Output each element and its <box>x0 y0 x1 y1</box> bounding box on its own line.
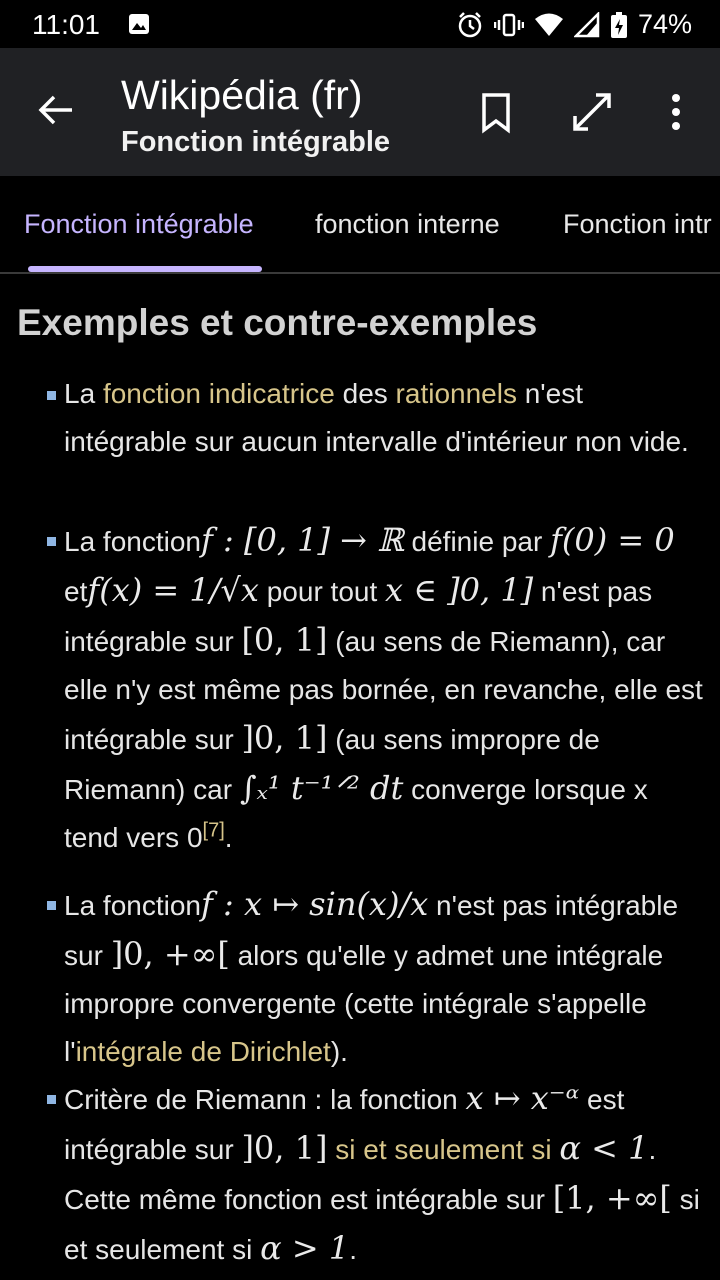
section-heading: Exemples et contre-exemples <box>17 302 538 343</box>
link-rationnels[interactable]: rationnels <box>395 378 517 409</box>
vibrate-icon <box>494 11 524 39</box>
tab-fonction-intr[interactable]: Fonction intr <box>563 209 712 239</box>
math-formula: ]0, 1] <box>241 719 328 757</box>
bookmark-icon[interactable] <box>474 90 518 134</box>
math-formula: f(x) = 1/√x <box>87 571 259 609</box>
battery-percent: 74% <box>637 9 692 39</box>
expand-icon[interactable] <box>570 90 614 134</box>
list-item: La fonctionf : [0, 1] → ℝ définie par f(0) = 0 etf(x) = 1/√x pour tout x ∈ ]0, 1] n'est pas intégrable sur [0, 1] (au sens de Riemann), car elle n'y est même pas bornée, en revanche, elle est intégrable sur ]0, 1] (au sens impropre de Riemann) car ∫ₓ¹ t⁻¹ᐟ² dt converge lorsque x tend vers 0[7]. <box>0 516 720 880</box>
math-formula: ∫ₓ¹ t⁻¹ᐟ² dt <box>239 769 404 807</box>
app-bar <box>0 48 720 176</box>
battery-charging-icon <box>610 11 628 39</box>
link-integrale-de-dirichlet[interactable]: intégrale de Dirichlet <box>75 1036 331 1067</box>
examples-list <box>0 370 720 1268</box>
bullet-icon <box>47 537 56 546</box>
math-formula: f : [0, 1] → ℝ <box>201 521 404 559</box>
math-formula: f : x ↦ sin(x)/x <box>201 885 429 923</box>
math-formula: [0, 1] <box>241 621 328 659</box>
list-item: La fonctionf : x ↦ sin(x)/x n'est pas intégrable sur ]0, +∞[ alors qu'elle y admet une intégrale impropre convergente (cette intégrale s'appelle l'intégrale de Dirichlet). <box>0 880 720 1074</box>
tab-fonction-interne[interactable]: fonction interne <box>315 209 500 239</box>
link-fonction-indicatrice[interactable]: fonction indicatrice <box>102 378 335 409</box>
list-item: La fonction indicatrice des rationnels n'est intégrable sur aucun intervalle d'intérieur non vide. <box>0 370 720 516</box>
math-formula: ]0, 1] <box>241 1129 328 1167</box>
math-formula: [1, +∞[ <box>552 1179 672 1217</box>
link-si-et-seulement-si[interactable]: si et seulement si <box>335 1134 552 1165</box>
math-formula: α < 1 <box>559 1129 649 1167</box>
alarm-icon <box>456 11 484 39</box>
active-tab-indicator <box>28 266 262 272</box>
related-articles-tabs <box>0 176 720 274</box>
reference-link[interactable]: [7] <box>202 819 225 842</box>
math-formula: x ↦ x⁻ᵅ <box>465 1079 580 1117</box>
status-icons <box>456 9 692 40</box>
page-title: Fonction intégrable <box>121 126 391 158</box>
math-formula: f(0) = 0 <box>550 521 675 559</box>
bullet-icon <box>47 901 56 910</box>
signal-icon <box>574 12 600 38</box>
status-time: 11:01 <box>32 9 100 40</box>
math-formula: x ∈ ]0, 1] <box>385 571 534 609</box>
math-formula: ]0, +∞[ <box>110 935 230 973</box>
math-formula: α > 1 <box>260 1229 350 1267</box>
status-bar <box>0 0 720 48</box>
more-options-icon[interactable] <box>654 90 698 134</box>
gallery-notification-icon <box>128 13 150 35</box>
back-arrow-icon[interactable] <box>36 90 76 130</box>
tab-fonction-integrable[interactable]: Fonction intégrable <box>24 209 254 239</box>
bullet-icon <box>47 1095 56 1104</box>
wifi-icon <box>534 12 564 38</box>
article-content[interactable] <box>0 274 720 1280</box>
bullet-icon <box>47 391 56 400</box>
app-title: Wikipédia (fr) <box>121 72 363 118</box>
list-item: Critère de Riemann : la fonction x ↦ x⁻ᵅ est intégrable sur ]0, 1] si et seulement si α < 1. Cette même fonction est intégrable sur [1, +∞[ si et seulement si α > 1. <box>0 1074 720 1268</box>
